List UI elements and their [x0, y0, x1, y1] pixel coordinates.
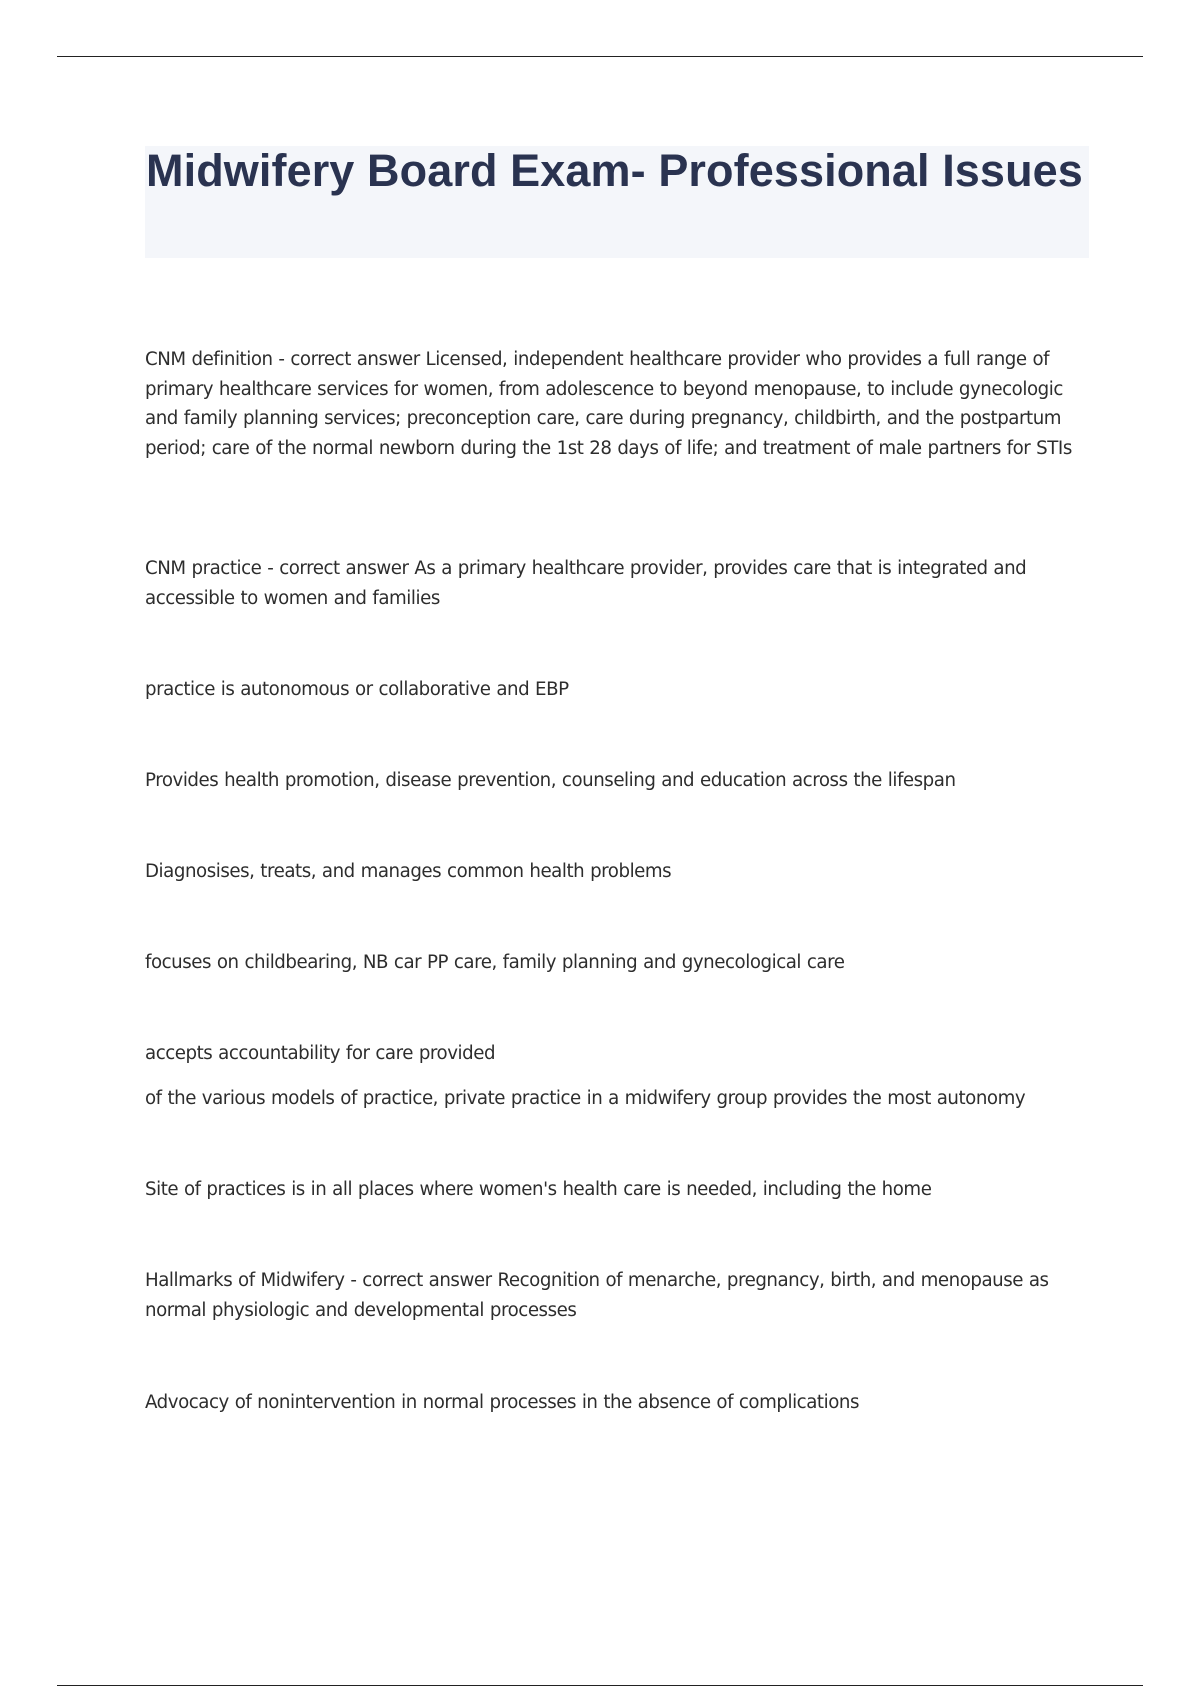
footer-rule — [57, 1685, 1143, 1686]
header-rule — [57, 56, 1143, 57]
paragraph-cnm-definition: CNM definition - correct answer Licensed, independent healthcare provider who provides a full range of primary healthcare services for women, from adolescence to beyond menopause, to include gynecologic and family planning services; preconception care, care during pregnancy, childbirth, and the postpartum period; care of the normal newborn during the 1st 28 days of life; and treatment of male partners for STIs — [145, 349, 1072, 459]
paragraph-diagnoses: Diagnosises, treats, and manages common health problems — [145, 861, 672, 882]
document-title: Midwifery Board Exam- Professional Issues — [146, 145, 1083, 196]
paragraph-autonomous: practice is autonomous or collaborative and EBP — [145, 679, 569, 700]
paragraph-hallmarks: Hallmarks of Midwifery - correct answer Recognition of menarche, pregnancy, birth, and menopause as normal physiologic and developmental processes — [145, 1270, 1049, 1321]
paragraph-models-of-practice: of the various models of practice, private practice in a midwifery group provides the most autonomy — [145, 1088, 1026, 1109]
paragraph-health-promotion: Provides health promotion, disease prevention, counseling and education across the lifespan — [145, 770, 956, 791]
paragraph-site-of-practice: Site of practices is in all places where women's health care is needed, including the home — [145, 1179, 932, 1200]
paragraph-cnm-practice: CNM practice - correct answer As a primary healthcare provider, provides care that is integrated and accessible to women and families — [145, 558, 1027, 609]
paragraph-childbearing-focus: focuses on childbearing, NB car PP care, family planning and gynecological care — [145, 952, 845, 973]
paragraph-nonintervention: Advocacy of nonintervention in normal processes in the absence of complications — [145, 1392, 859, 1413]
paragraph-accountability: accepts accountability for care provided — [145, 1043, 496, 1064]
